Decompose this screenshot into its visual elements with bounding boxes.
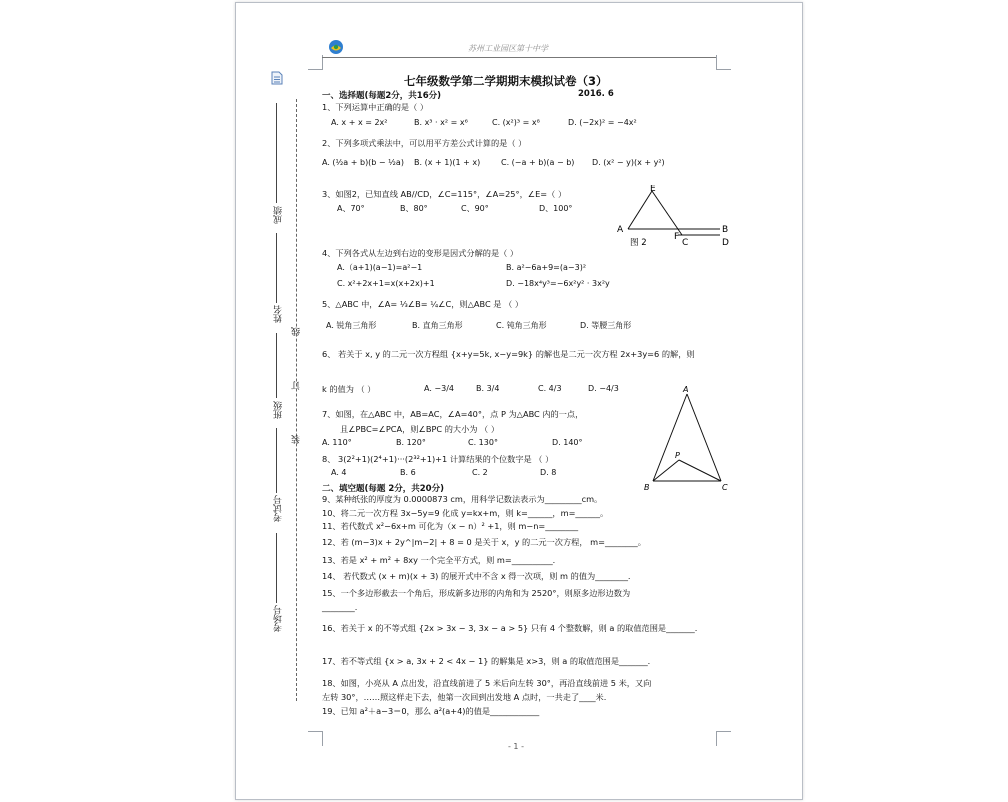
- q2-option-a: A. (½a + b)(b − ½a): [322, 158, 404, 167]
- q6-option-c: C. 4/3: [538, 384, 562, 393]
- question-4: 4、下列各式从左边到右边的变形是因式分解的是（ ）: [322, 248, 519, 258]
- document-page: [235, 2, 803, 800]
- q7-option-c: C. 130°: [468, 438, 498, 447]
- sidebar-name: 姓名: [274, 305, 284, 323]
- crop-mark-top-right: [716, 55, 731, 70]
- fig2-label-c: C: [682, 238, 689, 248]
- q6-option-b: B. 3/4: [476, 384, 500, 393]
- question-5: 5、△ABC 中，∠A= ⅓∠B= ¼∠C，则△ABC 是 （ ）: [322, 299, 524, 309]
- question-18-cont: 左转 30°，……照这样走下去，他第一次回到出发地 A 点时，一共走了____米.: [322, 692, 607, 702]
- q7-option-d: D. 140°: [552, 438, 583, 447]
- q2-option-c: C. (−a + b)(a − b): [501, 158, 575, 167]
- header-rule: [322, 57, 716, 58]
- q4-option-d: D. −18x⁴y³=−6x²y² · 3x²y: [506, 279, 610, 288]
- sidebar-score: 成绩: [274, 206, 284, 224]
- q8-option-a: A. 4: [331, 468, 347, 477]
- q4-option-a: A.（a+1)(a−1)=a²−1: [337, 263, 423, 272]
- question-15: 15、一个多边形截去一个角后，形成新多边形的内角和为 2520°，则原多边形边数为: [322, 588, 631, 598]
- figure-2: [612, 185, 732, 251]
- q8-option-b: B. 6: [400, 468, 416, 477]
- q6-option-a: A. −3/4: [424, 384, 454, 393]
- sidebar-line: 线: [292, 327, 302, 336]
- fig2-label-d: D: [722, 238, 729, 248]
- sidebar-class-blank: [276, 333, 277, 398]
- question-2: 2、下列多项式乘法中，可以用平方差公式计算的是（ ）: [322, 138, 527, 148]
- sidebar-room-no: 考场号: [274, 605, 284, 632]
- q6-option-d: D. −4/3: [588, 384, 619, 393]
- fig7-label-p: P: [675, 451, 680, 460]
- sidebar-ding: 订: [292, 381, 302, 390]
- question-7-cont: 且∠PBC=∠PCA，则∠BPC 的大小为 （ ）: [340, 424, 500, 434]
- q3-option-a: A、70°: [337, 204, 365, 213]
- school-logo-icon: [328, 39, 344, 55]
- document-icon[interactable]: [271, 70, 283, 89]
- fig2-caption: 图 2: [630, 238, 647, 248]
- q2-option-d: D. (x² − y)(x + y²): [592, 158, 665, 167]
- q3-option-b: B、80°: [400, 204, 428, 213]
- fig7-label-a: A: [683, 386, 689, 394]
- crop-mark-top-left: [308, 55, 323, 70]
- q1-option-a: A. x + x = 2x²: [331, 118, 388, 127]
- question-6-cont: k 的值为 （ ）: [322, 384, 376, 394]
- q5-option-b: B. 直角三角形: [412, 321, 463, 330]
- q1-option-c: C. (x²)³ = x⁸: [492, 118, 540, 127]
- question-12: 12、若 (m−3)x + 2y^|m−2| + 8 = 0 是关于 x，y 的二元一次方程， m=________。: [322, 537, 646, 547]
- question-17: 17、若不等式组 {x > a, 3x + 2 < 4x − 1} 的解集是 x>3，则 a 的取值范围是_______.: [322, 656, 651, 666]
- fig7-label-c: C: [722, 483, 728, 492]
- q3-option-d: D、100°: [539, 204, 573, 213]
- question-10: 10、将二元一次方程 3x−5y=9 化成 y=kx+m，则 k=______，m=______。: [322, 508, 609, 518]
- logo: [328, 39, 344, 55]
- question-8: 8、 3(2²+1)(2⁴+1)···(2³²+1)+1 计算结果的个位数字是 （ ）: [322, 454, 554, 464]
- sidebar-exam-no-blank: [276, 428, 277, 493]
- q1-option-d: D. (−2x)² = −4x²: [568, 118, 637, 127]
- q5-option-a: A. 锐角三角形: [326, 321, 377, 330]
- q8-option-c: C. 2: [472, 468, 488, 477]
- q4-option-c: C. x²+2x+1=x(x+2x)+1: [337, 279, 435, 288]
- question-15-cont: ________.: [322, 602, 358, 612]
- q7-option-a: A. 110°: [322, 438, 352, 447]
- question-14: 14、 若代数式 (x + m)(x + 3) 的展开式中不含 x 得一次项，则 m 的值为________.: [322, 571, 631, 581]
- question-13: 13、若是 x² + m² + 8xy 一个完全平方式，则 m=__________.: [322, 555, 556, 565]
- q5-option-c: C. 钝角三角形: [496, 321, 547, 330]
- question-3: 3、如图2，已知直线 AB//CD，∠C=115°，∠A=25°，∠E=（ ）: [322, 189, 567, 199]
- q3-option-c: C、90°: [461, 204, 489, 213]
- crop-mark-bottom-left: [308, 731, 323, 746]
- q2-option-b: B. (x + 1)(1 + x): [414, 158, 481, 167]
- question-1: 1、下列运算中正确的是（ ）: [322, 102, 429, 112]
- page-title: 七年级数学第二学期期末模拟试卷（3）: [404, 74, 608, 88]
- binding-dash-line: [296, 99, 297, 701]
- question-18: 18、如图，小亮从 A 点出发，沿直线前进了 5 米后向左转 30°，再沿直线前进 5 米，又向: [322, 678, 652, 688]
- q7-option-b: B. 120°: [396, 438, 426, 447]
- question-16: 16、若关于 x 的不等式组 {2x > 3x − 3, 3x − a > 5} 只有 4 个整数解，则 a 的取值范围是_______.: [322, 623, 698, 633]
- q8-option-d: D. 8: [540, 468, 557, 477]
- question-6: 6、 若关于 x, y 的二元一次方程组 {x+y=5k, x−y=9k} 的解也是二元一次方程 2x+3y=6 的解，则: [322, 349, 695, 359]
- q4-option-b: B. a²−6a+9=(a−3)²: [506, 263, 587, 272]
- fig2-label-f: F: [674, 232, 680, 242]
- sidebar-score-blank: [276, 103, 277, 203]
- sidebar-zhuang: 装: [292, 435, 302, 444]
- fig2-label-e: E: [650, 185, 656, 194]
- exam-date: 2016. 6: [578, 89, 614, 99]
- fig2-label-b: B: [722, 225, 729, 235]
- question-19: 19、已知 a²＋a−3＝0，那么 a²(a+4)的值是____________: [322, 706, 540, 716]
- crop-mark-bottom-right: [716, 731, 731, 746]
- page-number: - 1 -: [508, 742, 524, 751]
- q1-option-b: B. x³ · x² = x⁶: [414, 118, 468, 127]
- sidebar-name-blank: [276, 233, 277, 303]
- section-choice-heading: 一、选择题(每题2分，共16分): [322, 91, 442, 101]
- question-9: 9、某种纸张的厚度为 0.0000873 cm，用科学记数法表示为_________cm。: [322, 494, 603, 504]
- figure-triangle-abc: [641, 386, 731, 492]
- fig2-label-a: A: [617, 225, 624, 235]
- header-school: 苏州工业园区第十中学: [468, 44, 548, 53]
- question-7: 7、如图，在△ABC 中，AB=AC，∠A=40°，点 P 为△ABC 内的一点，: [322, 409, 584, 419]
- sidebar-room-no-blank: [276, 533, 277, 603]
- sidebar-exam-no: 考试号: [274, 495, 284, 522]
- fig7-label-b: B: [644, 483, 650, 492]
- sidebar-class: 班级: [274, 401, 284, 419]
- section-fill-heading: 二、填空题(每题 2分，共20分): [322, 484, 444, 494]
- q5-option-d: D. 等腰三角形: [580, 321, 632, 330]
- question-11: 11、若代数式 x²−6x+m 可化为（x − n）² +1，则 m−n=________: [322, 521, 579, 531]
